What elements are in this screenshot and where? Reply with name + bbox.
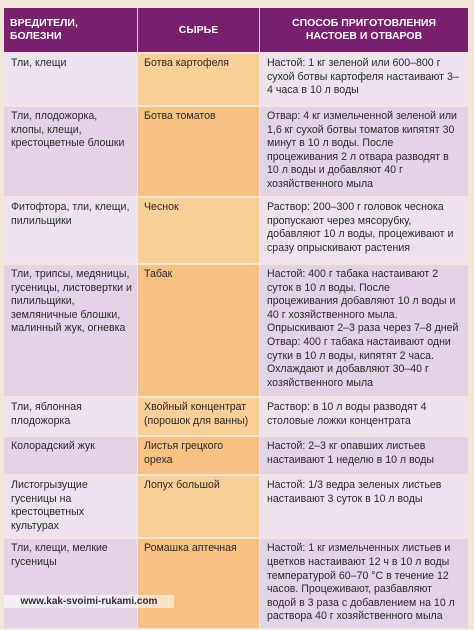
cell-pests: Тли, клещи xyxy=(4,54,138,105)
cell-material: Лопух большой xyxy=(138,476,260,537)
header-pests: ВРЕДИТЕЛИ, БОЛЕЗНИ xyxy=(4,8,138,52)
cell-pests: Тли, яблонная плодожорка xyxy=(4,398,138,435)
cell-pests: Тли, трипсы, медяницы, гусеницы, листовертки и пилильщики, земляничные блошки, малинный жук, огневка xyxy=(4,265,138,396)
header-material: СЫРЬЕ xyxy=(138,8,260,52)
pest-remedies-table xyxy=(4,6,468,630)
table-row xyxy=(4,107,468,196)
cell-method: Настой: 1 кг зеленой или 600–800 г сухой ботвы картофеля настаивают 3–4 часа в 10 л воды xyxy=(260,54,468,105)
cell-material: Хвойный концентрат (порошок для ванны) xyxy=(138,398,260,435)
cell-pests: Колорадский жук xyxy=(4,437,138,474)
table-row xyxy=(4,265,468,396)
cell-material: Ботва картофеля xyxy=(138,54,260,105)
table-row xyxy=(4,437,468,474)
cell-method: Настой: 2–3 кг опавших листьев настаивают 1 неделю в 10 л воды xyxy=(260,437,468,474)
table-row xyxy=(4,54,468,105)
header-method: СПОСОБ ПРИГОТОВЛЕНИЯ НАСТОЕВ И ОТВАРОВ xyxy=(260,8,468,52)
cell-pests: Фитофтора, тли, клещи, пилильщики xyxy=(4,198,138,263)
table-header-row xyxy=(4,8,468,52)
table-row xyxy=(4,539,468,628)
table-row xyxy=(4,198,468,263)
cell-material: Чеснок xyxy=(138,198,260,263)
cell-method: Раствор: 200–300 г головок чеснока пропускают через мясорубку, добавляют 10 л воды, процеживают и сразу опрыскивают растения xyxy=(260,198,468,263)
table-row xyxy=(4,476,468,537)
cell-method: Отвар: 4 кг измельченной зеленой или 1,6 кг сухой ботвы томатов кипятят 30 минут в 10 л воды. После процеживания 2 л отвара разводят в 10 л воды и добавляют 40 г хозяйственного мыла xyxy=(260,107,468,196)
cell-method: Раствор: в 10 л воды разводят 4 столовые ложки концентрата xyxy=(260,398,468,435)
cell-pests: Тли, клещи, мелкие гусеницы xyxy=(4,539,138,628)
cell-method: Настой: 1 кг измельченных листьев и цветков настаивают 12 ч в 10 л воды температурой 60–70 °С в течение 12 часов. Процеживают, разбавляют водой в 3 раза с добавлением на 10 л раствора 40 г хозяйственного мыла xyxy=(260,539,468,628)
cell-material: Ботва томатов xyxy=(138,107,260,196)
cell-material: Табак xyxy=(138,265,260,396)
cell-method: Настой: 1/3 ведра зеленых листьев настаивают 3 суток в 10 л воды xyxy=(260,476,468,537)
cell-pests: Листогрызущие гусеницы на крестоцветных культурах xyxy=(4,476,138,537)
cell-material: Листья грецкого ореха xyxy=(138,437,260,474)
cell-method: Настой: 400 г табака настаивают 2 суток в 10 л воды. После процеживания добавляют 10 л воды и 40 г хозяйственного мыла. Опрыскивают 2–3 раза через 7–8 дней Отвар: 400 г табака настаивают одни сутки в 10 л воды, кипятят 2 часа. Охлаждают и добавляют 30–40 г хозяйственного мыла xyxy=(260,265,468,396)
table-row xyxy=(4,398,468,435)
cell-material: Ромашка аптечная xyxy=(138,539,260,628)
cell-pests: Тли, плодожорка, клопы, клещи, крестоцветные блошки xyxy=(4,107,138,196)
site-watermark: www.kak-svoimi-rukami.com xyxy=(4,595,174,608)
